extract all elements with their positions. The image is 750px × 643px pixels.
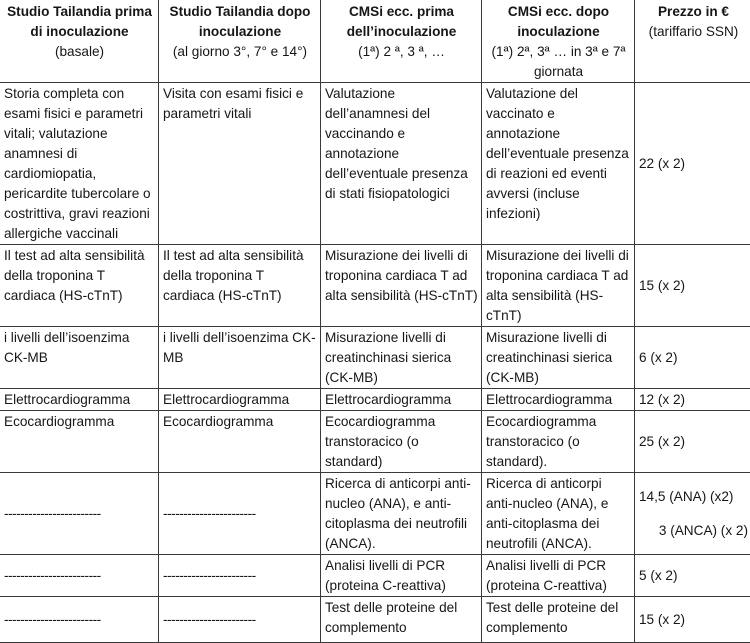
header-subtitle: (1ª) 2ª, 3ª … in 3ª e 7ª giornata	[486, 42, 631, 82]
cell-price: 25 (x 2)	[635, 411, 750, 473]
cell-cmsi-before: Misurazione livelli di creatinchinasi sierica (CK-MB)	[321, 327, 482, 389]
header-subtitle: (tariffario SSN)	[639, 22, 748, 42]
cell-thailand-before: i livelli dell’isoenzima CK-MB	[0, 327, 159, 389]
table-row	[0, 245, 750, 327]
header-subtitle: (1ª) 2 ª, 3 ª, …	[325, 42, 478, 62]
cell-empty-dashes: ------------------------	[0, 597, 159, 643]
cell-price	[635, 473, 750, 555]
header-subtitle: (al giorno 3°, 7° e 14°)	[163, 42, 317, 62]
cell-cmsi-before: Elettrocardiogramma	[321, 389, 482, 411]
cell-thailand-after: Ecocardiogramma	[159, 411, 321, 473]
cell-empty-dashes: ------------------------	[0, 473, 159, 555]
header-title: Studio Tailandia prima di inoculazione	[4, 2, 155, 42]
cell-cmsi-before: Ecocardiogramma transtoracico (o standard)	[321, 411, 482, 473]
cell-empty-dashes: -----------------------	[159, 555, 321, 597]
cell-cmsi-after: Valutazione del vaccinato e annotazione dell’eventuale presenza di reazioni ed eventi avversi (incluse infezioni)	[482, 83, 635, 245]
cell-cmsi-after: Ricerca di anticorpi anti-nucleo (ANA), e anti-citoplasma dei neutrofili (ANCA).	[482, 473, 635, 555]
cell-thailand-after: i livelli dell’isoenzima CK-MB	[159, 327, 321, 389]
header-cmsi-before	[321, 0, 482, 83]
header-row	[0, 0, 750, 83]
cell-thailand-before: Storia completa con esami fisici e parametri vitali; valutazione anamnesi di cardiomiopatia, pericardite tubercolare o costrittiva, gravi reazioni allergiche vaccinali	[0, 83, 159, 245]
cell-cmsi-before: Misurazione dei livelli di troponina cardiaca T ad alta sensibilità (HS-cTnT)	[321, 245, 482, 327]
cell-price: 12 (x 2)	[635, 389, 750, 411]
cell-empty-dashes: ------------------------	[0, 555, 159, 597]
cell-cmsi-before: Analisi livelli di PCR (proteina C-reattiva)	[321, 555, 482, 597]
cell-price: 22 (x 2)	[635, 83, 750, 245]
cell-thailand-before: Il test ad alta sensibilità della troponina T cardiaca (HS-cTnT)	[0, 245, 159, 327]
cell-cmsi-after: Analisi livelli di PCR (proteina C-reattiva)	[482, 555, 635, 597]
cell-thailand-after: Elettrocardiogramma	[159, 389, 321, 411]
table-row	[0, 555, 750, 597]
cell-cmsi-after: Misurazione livelli di creatinchinasi sierica (CK-MB)	[482, 327, 635, 389]
cell-price: 15 (x 2)	[635, 245, 750, 327]
table-row	[0, 411, 750, 473]
cell-cmsi-before: Test delle proteine del complemento	[321, 597, 482, 643]
cell-cmsi-after: Misurazione dei livelli di troponina cardiaca T ad alta sensibilità (HS-cTnT)	[482, 245, 635, 327]
cell-thailand-after: Visita con esami fisici e parametri vitali	[159, 83, 321, 245]
cell-cmsi-before: Valutazione dell’anamnesi del vaccinando e annotazione dell’eventuale presenza di stati fisiopatologici	[321, 83, 482, 245]
cell-cmsi-after: Ecocardiogramma transtoracico (o standard).	[482, 411, 635, 473]
header-title: Prezzo in €	[639, 2, 748, 22]
header-title: CMSi ecc. dopo inoculazione	[486, 2, 631, 42]
header-title: Studio Tailandia dopo inoculazione	[163, 2, 317, 42]
cell-cmsi-after: Elettrocardiogramma	[482, 389, 635, 411]
table-row	[0, 83, 750, 245]
price-anca: 3 (ANCA) (x 2)	[639, 521, 748, 541]
table-row	[0, 389, 750, 411]
table-row	[0, 473, 750, 555]
header-thailand-before	[0, 0, 159, 83]
header-cmsi-after	[482, 0, 635, 83]
cell-cmsi-before: Ricerca di anticorpi anti-nucleo (ANA), e anti-citoplasma dei neutrofili (ANCA).	[321, 473, 482, 555]
cell-cmsi-after: Test delle proteine del complemento	[482, 597, 635, 643]
cell-thailand-before: Elettrocardiogramma	[0, 389, 159, 411]
price-ana: 14,5 (ANA) (x2)	[639, 489, 733, 504]
header-price	[635, 0, 750, 83]
cell-price: 6 (x 2)	[635, 327, 750, 389]
cell-price: 15 (x 2)	[635, 597, 750, 643]
cell-thailand-after: Il test ad alta sensibilità della troponina T cardiaca (HS-cTnT)	[159, 245, 321, 327]
cell-empty-dashes: -----------------------	[159, 597, 321, 643]
header-thailand-after	[159, 0, 321, 83]
header-subtitle: (basale)	[4, 42, 155, 62]
cell-empty-dashes: -----------------------	[159, 473, 321, 555]
table-row	[0, 597, 750, 643]
header-title: CMSi ecc. prima dell’inoculazione	[325, 2, 478, 42]
cell-price: 5 (x 2)	[635, 555, 750, 597]
table-row	[0, 327, 750, 389]
cell-thailand-before: Ecocardiogramma	[0, 411, 159, 473]
